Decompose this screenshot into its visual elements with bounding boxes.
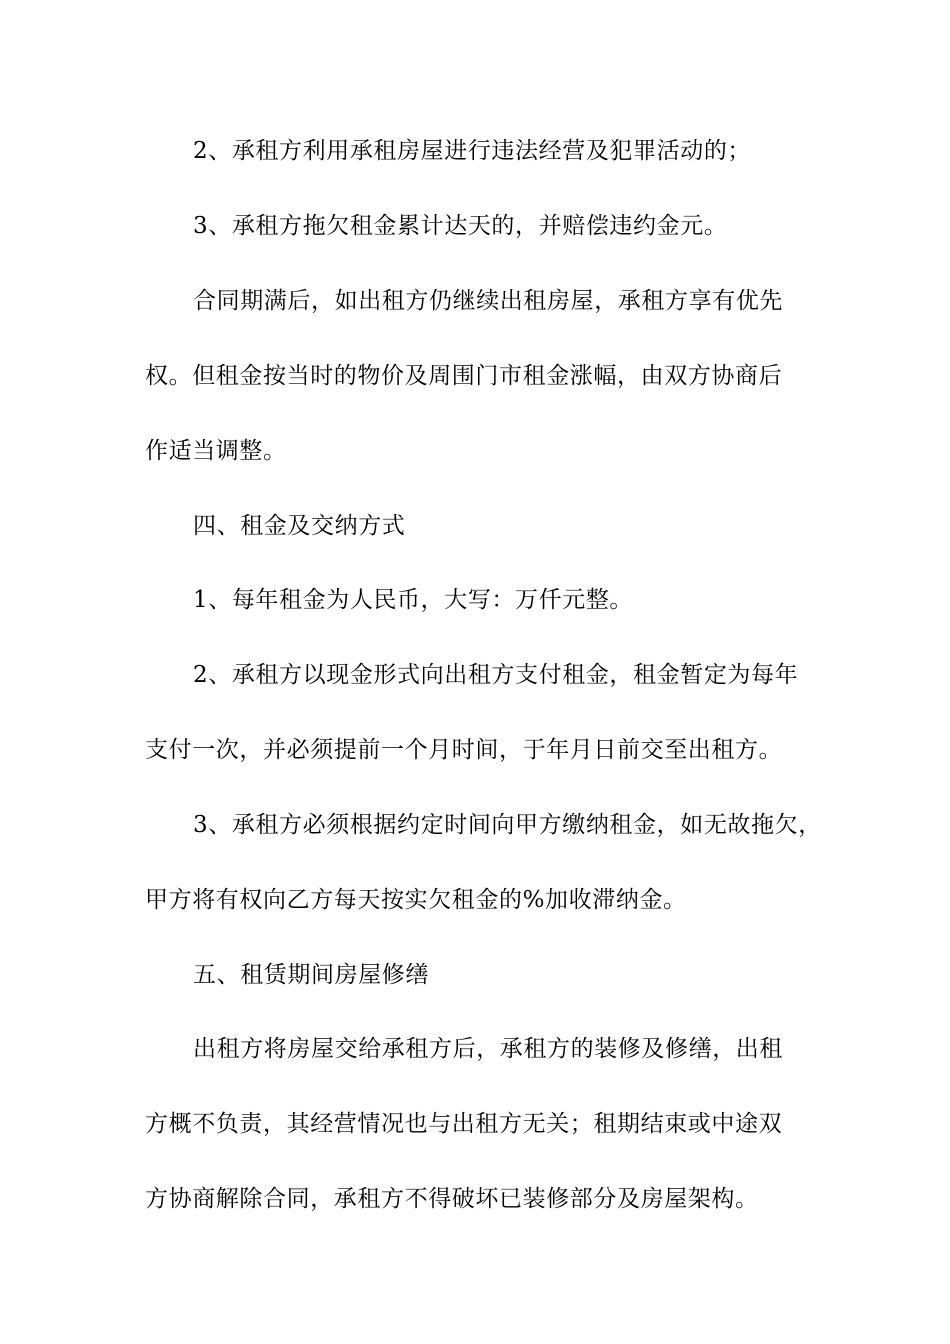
- text-line: 方概不负责，其经营情况也与出租方无关；租期结束或中途双: [145, 1111, 783, 1137]
- section-heading: 四、租金及交纳方式: [193, 513, 406, 539]
- text-line: 权。但租金按当时的物价及周围门市租金涨幅，由双方协商后: [145, 363, 783, 389]
- text-line: 合同期满后，如出租方仍继续出租房屋，承租方享有优先: [193, 288, 783, 314]
- text-line: 甲方将有权向乙方每天按实欠租金的%加收滞纳金。: [145, 887, 687, 913]
- text-line: 方协商解除合同，承租方不得破坏已装修部分及房屋架构。: [145, 1186, 759, 1212]
- text-line: 2、承租方利用承租房屋进行违法经营及犯罪活动的；: [193, 138, 752, 164]
- text-line: 支付一次，并必须提前一个月时间，于年月日前交至出租方。: [145, 737, 783, 763]
- text-line: 1、每年租金为人民币，大写：万仟元整。: [193, 587, 634, 613]
- text-line: 出租方将房屋交给承租方后，承租方的装修及修缮，出租: [193, 1036, 783, 1062]
- text-line: 3、承租方拖欠租金累计达天的，并赔偿违约金元。: [193, 213, 728, 239]
- text-line: 2、承租方以现金形式向出租方支付租金，租金暂定为每年: [193, 662, 799, 688]
- text-line: 作适当调整。: [145, 438, 287, 464]
- text-line: 3、承租方必须根据约定时间向甲方缴纳租金，如无故拖欠，: [193, 812, 822, 838]
- section-heading: 五、租赁期间房屋修缮: [193, 962, 429, 988]
